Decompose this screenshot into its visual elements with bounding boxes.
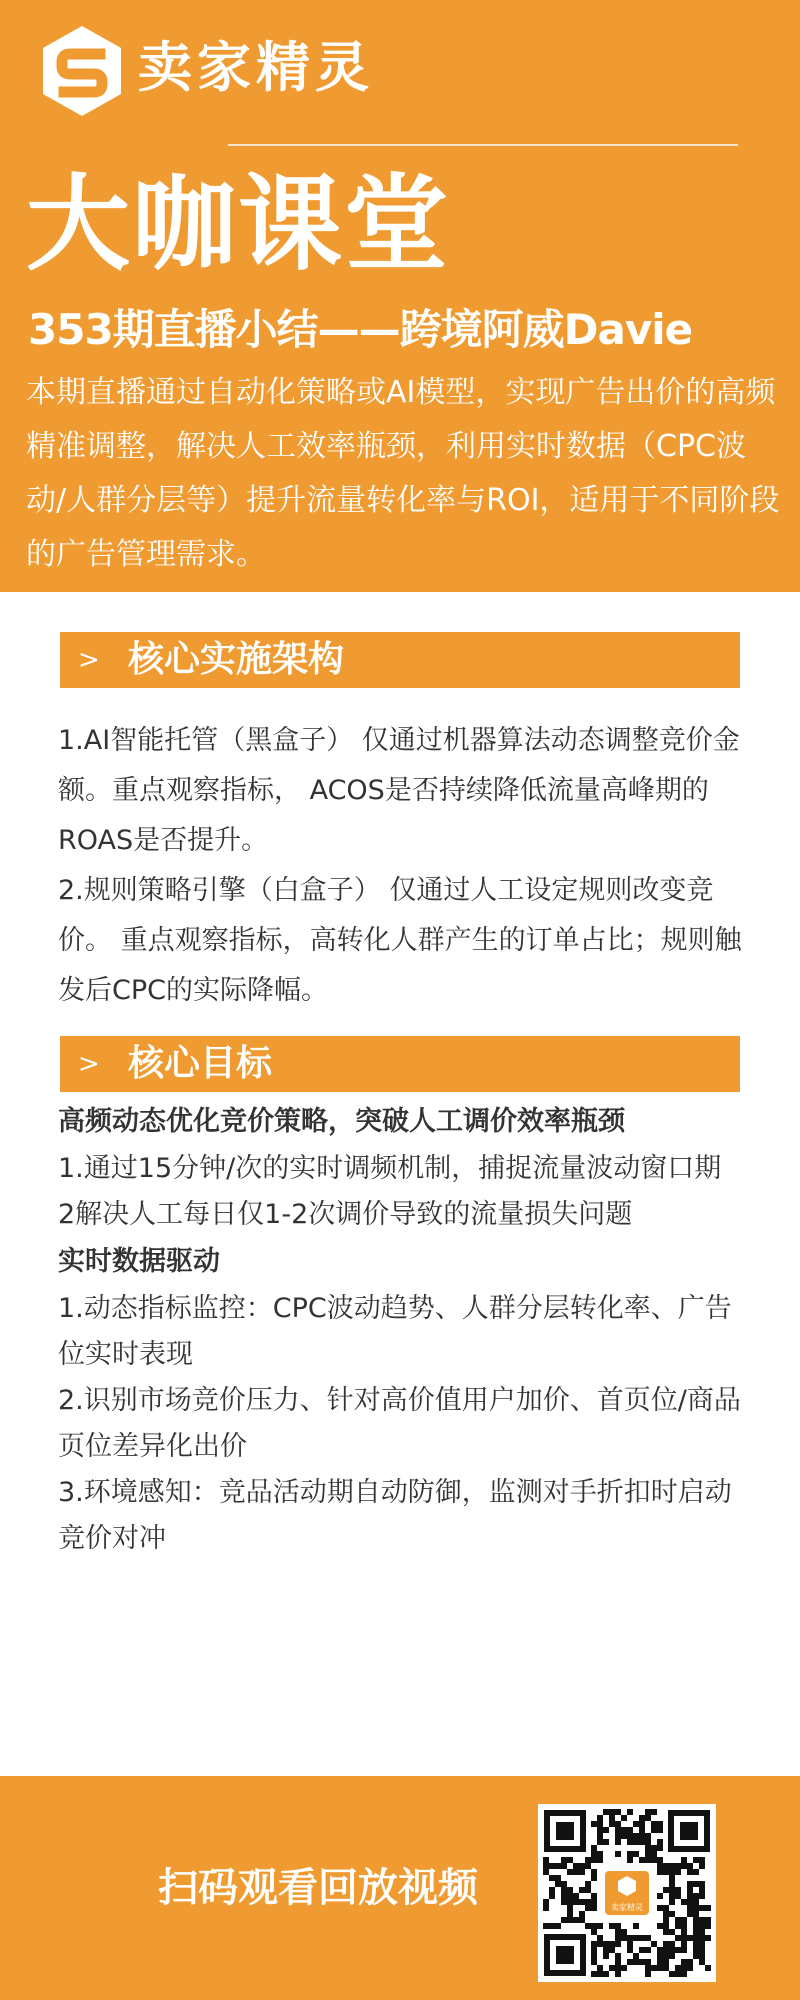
section-header-goals bbox=[60, 1036, 740, 1092]
list-item: 2解决人工每日仅1-2次调价导致的流量损失问题 bbox=[58, 1199, 633, 1230]
list-item: 3.环境感知：竞品活动期自动防御，监测对手折扣时启动竞价对冲 bbox=[58, 1477, 732, 1554]
seller-sprite-s-logo-icon bbox=[40, 24, 124, 118]
page-title: 大咖课堂 bbox=[26, 162, 451, 285]
architecture-item-rules: 2.规则策略引擎（白盒子） 仅通过人工设定规则改变竞价。 重点观察指标，高转化人群产生的订单占比；规则触发后CPC的实际降幅。 bbox=[58, 875, 742, 1006]
chevron-right-icon: > bbox=[78, 645, 100, 675]
goals-content bbox=[58, 1098, 748, 1562]
goal-heading-realtime: 实时数据驱动 bbox=[58, 1246, 220, 1277]
footer-banner bbox=[0, 1776, 800, 2000]
list-item: 1.通过15分钟/次的实时调频机制，捕捉流量波动窗口期 bbox=[58, 1153, 722, 1184]
header-banner bbox=[0, 0, 800, 592]
intro-paragraph: 本期直播通过自动化策略或AI模型，实现广告出价的高频精准调整，解决人工效率瓶颈，利用实时数据（CPC波动/人群分层等）提升流量转化率与ROI，适用于不同阶段的广告管理需求。 bbox=[26, 375, 780, 572]
section-header-architecture bbox=[60, 632, 740, 688]
replay-cta-text: 扫码观看回放视频 bbox=[158, 1865, 478, 1911]
section-title: 核心实施架构 bbox=[128, 639, 345, 680]
qr-badge-text: 卖家精灵 bbox=[611, 1903, 643, 1912]
list-item: 2.识别市场竞价压力、针对高价值用户加价、首页位/商品页位差异化出价 bbox=[58, 1385, 741, 1462]
list-item: 1.动态指标监控：CPC波动趋势、人群分层转化率、广告位实时表现 bbox=[58, 1293, 732, 1370]
header-divider bbox=[228, 144, 738, 146]
architecture-item-ai: 1.AI智能托管（黑盒子） 仅通过机器算法动态调整竞价金额。重点观察指标， ACOS是否持续降低流量高峰期的ROAS是否提升。 bbox=[58, 725, 740, 856]
architecture-content bbox=[58, 716, 748, 1016]
qr-code-icon[interactable] bbox=[538, 1804, 716, 1982]
chevron-right-icon: > bbox=[78, 1049, 100, 1079]
goal-heading-bidding: 高频动态优化竞价策略，突破人工调价效率瓶颈 bbox=[58, 1106, 625, 1137]
episode-subtitle: 353期直播小结——跨境阿威Davie bbox=[28, 305, 693, 354]
brand-name: 卖家精灵 bbox=[138, 36, 374, 99]
section-title: 核心目标 bbox=[128, 1043, 273, 1084]
